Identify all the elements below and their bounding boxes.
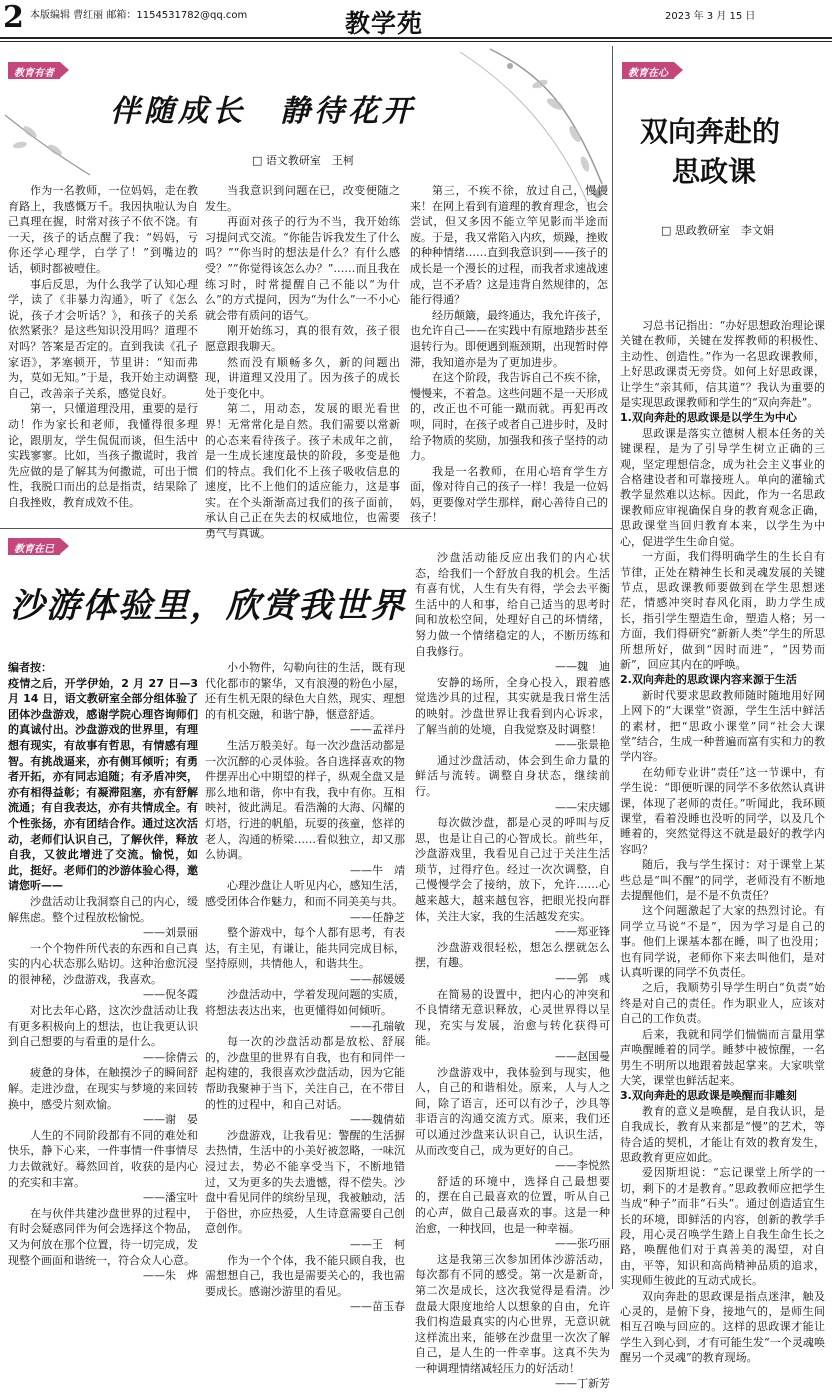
paragraph: 第二，用动态，发展的眼光看世界！无常常化是自然。我们需要以常新的心态来看待孩子。孩子未成年之前，是一生成长速度最快的阶段，多变是他们的特点。我们化不上孩子吸收信息的速度，比不上他们的适应能力，这是事实。在个头渐渐高过我们的孩子面前，承认自己正在失去的权威地位，也需要勇气与真诚。 [205, 402, 400, 541]
testimonial-author: ——宋庆娜 [555, 800, 610, 814]
article1-tag: 教育有者 [8, 62, 60, 79]
testimonial-text: 疲惫的身体，在触摸沙子的瞬间舒解。走进沙盘，在现实与梦境的来回转换中，感受片刻欢愉。 [8, 1066, 198, 1111]
testimonial-author: ——张景艳 [555, 738, 610, 752]
article1-column-3 [410, 183, 608, 523]
article1-column-1 [8, 183, 198, 523]
testimonial-author: ——徐倩云 [143, 1050, 198, 1064]
article3-title: 沙游体验里，欣赏我世界 [10, 586, 406, 626]
testimonial-author: ——刘景丽 [143, 926, 198, 940]
testimonial-text: 每次做沙盘，都是心灵的呼叫与反思，也是让自己的心智成长。前些年，沙盘游戏里，我看见自己过于关注生活琐节，过得疗色。经过一次次调整，自己慢慢学会了接纳，放下，允许……心越来越大，越来越包容，把眼光投向群体，关注大家，我的生活越发充实。 [415, 816, 610, 923]
paragraph: 经历颠簸，最终通达，我允许孩子，也允许自己——在实践中有原地踏步甚至退转行为。即便遇到瓶颈期，出现暂时停滞，我知道亦是为了更加进步。 [410, 308, 608, 369]
paragraph: 双向奔赴的思政课是指点迷津，触及心灵的，是俯下身，接地气的，是师生间相互召唤与回应的。这样的思政课才能让学生入到心到，才有可能生发“一个灵魂唤醒另一个灵魂”的教育现场。 [620, 1289, 825, 1365]
subheading: 2.双向奔赴的思政课内容来源于生活 [620, 673, 797, 687]
column-divider [612, 46, 613, 1289]
paragraph: 之后，我顺势引导学生明白“负责”始终是对自己的责任。作为职业人，应该对自己的工作负责。 [620, 981, 825, 1026]
testimonial-text: 心理沙盘让人听见内心，感知生活，感受团体合作魅力，和而不同美美与共。 [205, 879, 405, 908]
section-divider [0, 528, 612, 529]
header-rule [0, 37, 832, 39]
testimonial-text: 沙盘活动能反应出我们的内心状态，给我们一个舒放自我的机会。生活有喜有忧，人生有失有得，学会去平衡生活中的人和事，给自己适当的思考时间和放松空间，处理好自己的坏情绪，努力做一个情绪稳定的人，不断历练和自我修行。 [415, 551, 610, 658]
paragraph: 随后，我与学生探讨：对于课堂上某些总是“叫不醒”的同学，老师没有不断地去提醒他们，是不是不负责任？ [620, 858, 825, 903]
testimonial-text: 整个游戏中，每个人都有思考，有表达，有主见，有谦让，能共同完成目标，坚持原则，共情他人，和谐共生。 [205, 926, 405, 971]
paragraph: 刚开始练习，真的很有效，孩子很愿意跟我聊天。 [205, 324, 400, 353]
paragraph: 我是一名教师，在用心培育学生方面，像对待自己的孩子一样！我是一位妈妈，更要像对学生那样，耐心善待自己的孩子！ [410, 464, 608, 525]
article2-column [620, 318, 825, 1365]
paragraph: 习总书记指出：“办好思想政治理论课关键在教师，关键在发挥教师的积极性、主动性、创造性。”作为一名思政课教师，上好思政课责无旁贷。如何上好思政课，让学生“亲其师，信其道”？我认为重要的是实现思政课教师和学生的“双向奔赴”。 [620, 319, 825, 410]
testimonial-text: 在简易的设置中，把内心的冲突和不良情绪无意识释放，心灵世界得以呈现，充实与发展，治愈与转化获得可能。 [415, 987, 610, 1048]
paragraph: 事后反思，为什么我学了认知心理学，读了《非暴力沟通》，听了《怎么说，孩子才会听话？》，和孩子的关系依然紧张？是这些知识没用吗？道理不对吗？答案是否定的。直到我读《孔子家语》，茅塞顿开，节里讲：“知而弗为，莫如无知。”于是，我开始主动调整自己，改善亲子关系，感觉良好。 [8, 277, 198, 400]
testimonial-author: ——苗玉春 [350, 1300, 405, 1314]
article2-title-line1: 双向奔赴的 [640, 115, 781, 148]
paragraph: 然而没有顺畅多久，新的问题出现，讲道理又没用了。因为孩子的成长处于变化中。 [205, 355, 400, 400]
testimonial-text: 通过沙盘活动，体会到生命力量的鲜活与流转。调整自身状态，继续前行。 [415, 753, 610, 798]
testimonial-author: ——丁新芳 [555, 1377, 610, 1391]
testimonial-author: ——魏倩茹 [350, 1113, 405, 1127]
paragraph: 一方面，我们得明确学生的生长自有节律，正处在精神生长和灵魂发展的关键节点，思政课教师要做到在学生思想迷茫，情感冲突时春风化雨，助力学生成长，指引学生塑造生命，塑造人格；另一方面，我们得研究“新新人类”学生的所思所想所好，做到“因时而进”，“因势而新”，回应其内在的呼唤。 [620, 550, 825, 671]
subheading: 3.双向奔赴的思政课是唤醒而非雕刻 [620, 1089, 797, 1103]
testimonial-author: ——赵国曼 [555, 1050, 610, 1063]
testimonial-text: 小小物件，勾勒向往的生活，既有现代化都市的繁华，又有浪漫的粉色小屋，还有生机无限的绿色大自然，现实、理想的有机交融，和谐宁静，惬意舒适。 [205, 661, 405, 721]
testimonial-author: ——郭 彧 [555, 972, 610, 986]
editor-note: 疫情之后，开学伊始，2 月 27 日—3 月 14 日，语文教研室全部分组体验了团体沙盘游戏，感谢学院心理咨询师们的真诚付出。沙盘游戏的世界里，有理想有现实，有故事有哲思，有情感有理智。有挑战逼来，亦有侧耳倾听；有勇者开拓，亦有同志追随；有矛盾冲突，亦有相得益彰；有凝滞阻塞，亦有舒解流通；有自我表达，亦有共情成全。有个性张扬，亦有团结合作。通过这次活动，老师们认识自己，了解伙伴，释放自我，又彼此增进了交流。愉悦，如此，挺好。老师们的沙游体验心得，邀请您听—— [8, 676, 198, 893]
paragraph: 再面对孩子的行为不当，我开始练习提问式交流。“你能告诉我发生了什么吗？”“你当时的想法是什么？有什么感受？”“你觉得该怎么办？”……而且我在练习时，时常提醒自己不能以“为什么”的方式提问，因为“为什么”一不小心就会带有质问的语气。 [205, 215, 400, 322]
article2-byline: □ 思政教研室 李文娟 [661, 222, 774, 238]
testimonial-text: 这是我第三次参加团体沙游活动，每次都有不同的感受。第一次是新奇，第二次是成长，这次我觉得是看清。沙盘最大限度地给人以想象的自由，允许我们构造最真实的内心世界，无意识就这样流出来，能够在沙盘里一次次了解自己，是人生的一件幸事。这真不失为一种调理情绪减轻压力的好活动！ [415, 1252, 610, 1375]
testimonial-author: ——孔瑞敏 [350, 1019, 405, 1033]
editor-info: 本版编辑 曹红丽 邮箱：1154531782@qq.com [30, 10, 248, 21]
testimonial-text: 沙盘游戏很轻松，想怎么摆就怎么摆，有趣。 [415, 940, 610, 970]
testimonial-author: ——朱 烨 [143, 1269, 198, 1283]
testimonial-text: 对比去年心路，这次沙盘活动让我有更多积极向上的想法，也让我更认识到自己想要的与看重的是什么。 [8, 1004, 198, 1049]
testimonial-text: 沙盘活动让我洞察自己的内心，缓解焦虑。整个过程放松愉悦。 [8, 894, 198, 924]
testimonial-text: 每一次的沙盘活动都是放松、舒展的，沙盘里的世界有自我，也有和同伴一起构建的，我很喜欢沙盘活动，因为它能帮助我聚神于当下，关注自己，在不带目的性的过程中，和自己对话。 [205, 1035, 405, 1111]
paragraph: 当我意识到问题在已，改变便随之发生。 [205, 184, 400, 213]
testimonial-author: ——牛 靖 [350, 863, 405, 877]
header-rule-thin [0, 41, 832, 42]
article2-tag: 教育在心 [622, 62, 674, 79]
paragraph: 思政课是落实立德树人根本任务的关键课程，是为了引导学生树立正确的三观，坚定理想信念，成为社会主义事业的合格建设者和可靠接班人。单向的灌输式教学显然难以达标。因此，作为一名思政课教师应审视确保自身的教育观念正确，思政课堂当回归教育本来，以学生为中心，促进学生生命自觉。 [620, 426, 825, 548]
branch-decoration-icon [0, 110, 95, 180]
testimonial-text: 舒适的环境中，选择自己最想要的，摆在自己最喜欢的位置，听从自己的心声，做自己最喜欢的事。这是一种治愈，一种找回，也是一种幸福。 [415, 1174, 610, 1235]
testimonial-text: 人生的不同阶段都有不同的难处和快乐，静下心来，一件事情一件事情尽力去做就好。蓦然回首，收获的是内心的充实和丰富。 [8, 1128, 198, 1189]
testimonial-author: ——王 柯 [350, 1237, 405, 1251]
paragraph: 在幼师专业讲“责任”这一节课中，有学生说：“即便听课的同学不多依然认真讲课，体现了老师的责任。”听闻此，我环顾课堂，看着没睡也没听的同学，以及几个睡着的，突然觉得这不就是最好的教学内容吗？ [620, 765, 825, 856]
paragraph: 爱因斯坦说：“忘记课堂上所学的一切，剩下的才是教育。”思政教师应把学生当成“种子”而非“石头”。通过创造适宜生长的环境，即鲜活的内容，创新的教学手段，用心灵召唤学生踏上自我生命生长之路，唤醒他们对于真善美的渴望，对自由，平等，知识和高尚精神品质的追求，实现师生彼此的互动式成长。 [620, 1166, 825, 1288]
testimonial-author: ——谢 晏 [143, 1113, 198, 1127]
article3-tag: 教育在已 [8, 538, 60, 555]
testimonial-text: 沙盘游戏中，我体验到与现实，他人，自己的和谐相处。原来，人与人之间，除了语言，还可以有沙子，沙具等非语言的沟通交流方式。原来，我们还可以通过沙盘来认识自己，认识生活，从而改变自己，成为更好的自己。 [415, 1065, 610, 1157]
article3-column-1 [8, 660, 198, 1288]
testimonial-text: 一个个物件所代表的东西和自己真实的内心状态那么贴切。这种治愈沉浸的很神秘，沙盘游戏，我喜欢。 [8, 941, 198, 986]
subheading: 1.双向奔赴的思政课是以学生为中心 [620, 411, 797, 425]
testimonial-text: 生活万般美好。每一次沙盘活动都是一次沉醉的心灵体验。各自选择喜欢的物件摆弄出心中期望的样子，纵观全盘又是那么地和谐，你中有我，我中有你。互相映衬，彼此满足。看浩瀚的大海、闪耀的灯塔，行进的帆船，玩耍的孩童，悠祥的老人，沟通的桥梁……看似独立，却又那么协调。 [205, 738, 405, 862]
testimonial-text: 沙盘活动中，学着发现问题的实质，将想法表达出来，也更懂得如何倾听。 [205, 988, 405, 1018]
paragraph: 在这个阶段，我告诉自己不疾不徐，慢慢来，不着急。这些问题不是一天形成的，改正也不可能一蹴而就。再犯再改呗，同时，在孩子或者自己进步时，及时给予物质的奖励，加强我和孩子坚持的动力。 [410, 371, 608, 463]
article3-column-2 [205, 660, 405, 1314]
testimonial-author: ——任静芝 [350, 910, 405, 924]
testimonial-author: ——张巧丽 [555, 1237, 610, 1251]
article2-title-line2: 思政课 [672, 155, 757, 188]
paragraph: 后来，我就和同学们惴惴而言量用掌声唤醒睡着的同学。睡梦中被惊醒，一名男生不明所以地跟着鼓起掌来。大家哄堂大笑，课堂也鲜活起来。 [620, 1027, 825, 1087]
article1-title: 伴随成长 静待花开 [110, 94, 416, 129]
paragraph: 新时代要求思政教师随时随地用好网上网下的“大课堂”资源，学生生活中鲜活的素材，把“思政小课堂”同“社会大课堂”结合，生成一种普遍而富有实和力的教学内容。 [620, 688, 825, 764]
editor-note-label: 编者按： [8, 661, 52, 674]
paragraph: 第三，不疾不徐，放过自己，慢慢来！在网上看到有道理的教育理念，也会尝试，但又多因不能立竿见影而半途而废。于是，我又常陷入内疚，烦躁，挫败的种种情绪……直到我意识到——孩子的成长是一个漫长的过程，而我者求速战速成，岂不矛盾？这是违背自然规律的，怎能行得通？ [410, 184, 608, 307]
paragraph: 作为一名教师，一位妈妈，走在教育路上，我感慨万千。我因执啦认为自己真理在握，时常对孩子不依不饶。有一天，孩子的话点醒了我：“妈妈，亏你还学心理学，白学了！”到嘴边的话，顿时都被噎住。 [8, 184, 198, 275]
article1-column-2 [205, 183, 400, 541]
testimonial-author: ——郝媛媛 [350, 972, 405, 986]
testimonial-text: 安静的场所，全身心投入，跟着感觉选沙具的过程，其实就是我日常生活的映射。沙盘世界让我看到内心诉求，了解当前的处境，自我觉察及时调整！ [415, 675, 610, 736]
paragraph: 第一，只懂道理没用，重要的是行动！作为家长和老师，我懂得很多理论，跟朋友，学生侃侃而谈，但生活中实践寥寥。比如，当孩子撒谎时，我首先应做的是了解其为何撒谎，可出于惯性，我脱口而出的总是指责，结果除了自我挫败，教育成效不佳。 [8, 402, 198, 509]
testimonial-author: ——潘宝叶 [143, 1191, 198, 1205]
article1-byline: □ 语文教研室 王柯 [252, 152, 354, 168]
testimonial-text: 在与伙伴共建沙盘世界的过程中，有时会疑惑同伴为何会选择这个物品，又为何放在那个位置，待一切完成，发现整个画面和谐统一，符合众人心意。 [8, 1206, 198, 1267]
paragraph: 教育的意义是唤醒，是自我认识，是自我成长，教育从来都是“慢”的艺术，等待合适的契机，才能让有效的教育发生，思政教育更应如此。 [620, 1104, 825, 1164]
paragraph: 这个问题激起了大家的热烈讨论。有同学立马说“不是”，因为学习是自己的事。他们上课基本都在睡，叫了也没用；也有同学说，老师你下来去叫他们，是对认真听课的同学不负责任。 [620, 904, 825, 980]
testimonial-author: ——魏 迪 [555, 660, 610, 674]
page-number: 2 [3, 0, 24, 35]
testimonial-author: ——孟祥丹 [350, 723, 405, 737]
testimonial-text: 作为一个个体，我不能只顾自我，也需想想自己，我也是需要关心的，我也需要成长。感谢沙游里的看见。 [205, 1253, 405, 1298]
testimonial-text: 沙盘游戏，让我看见：警醒的生活摒去热情，生活中的小美好被忽略，一味沉浸过去，势必不能享受当下，不断地错过，又为更多的失去遗憾，得不偿失。沙盘中看见同伴的缤纷呈现，我被触动，活于俗世，亦应热爱，人生诗意需要自己创意创作。 [205, 1128, 405, 1236]
article3-column-3 [415, 550, 610, 1391]
testimonial-author: ——倪冬霞 [143, 988, 198, 1002]
testimonial-author: ——李悦然 [555, 1159, 610, 1173]
testimonial-author: ——郑亚锋 [555, 925, 610, 939]
section-title: 教学苑 [345, 9, 424, 38]
page-header [0, 0, 832, 40]
issue-date: 2023 年 3 月 15 日 [665, 11, 756, 22]
